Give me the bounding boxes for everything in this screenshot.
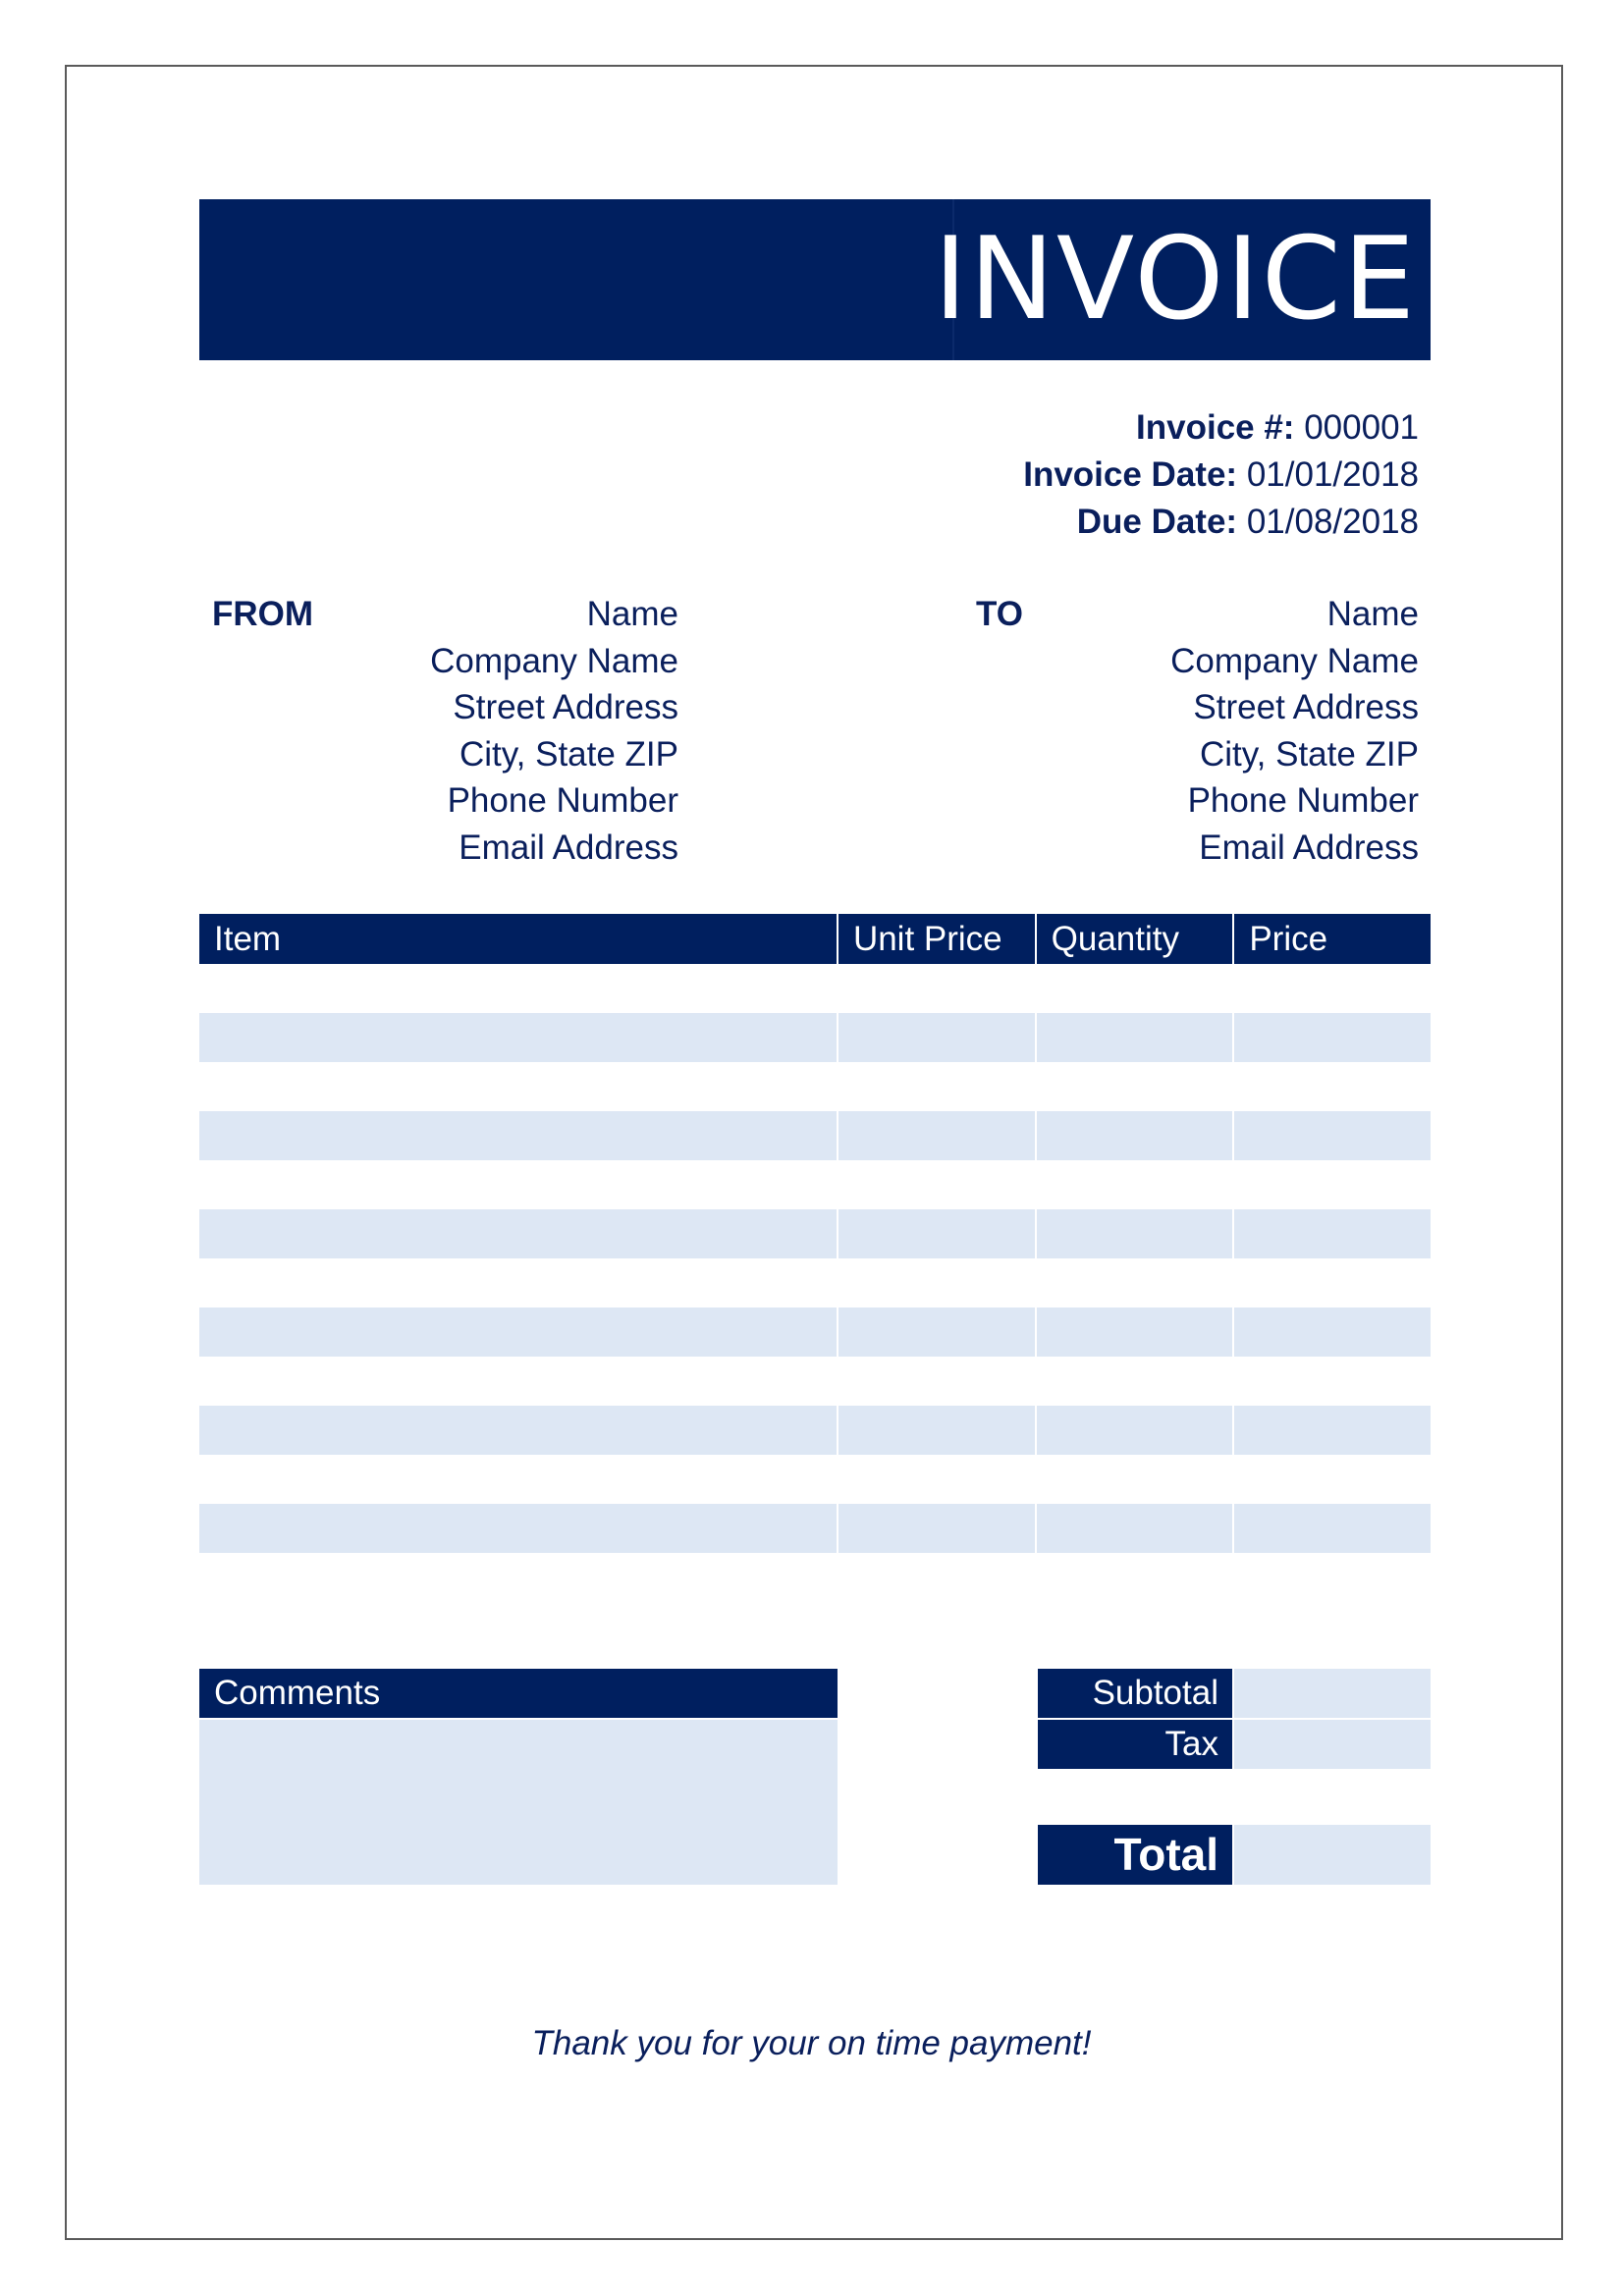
item-cell[interactable] xyxy=(199,1504,837,1553)
table-row xyxy=(199,1013,1431,1062)
quantity-cell[interactable] xyxy=(1037,1455,1233,1504)
invoice-number-value[interactable]: 000001 xyxy=(1304,408,1419,447)
price-cell[interactable] xyxy=(1234,1062,1431,1111)
tax-label: Tax xyxy=(1038,1720,1232,1769)
subtotal-value[interactable] xyxy=(1234,1669,1431,1718)
invoice-number-label: Invoice #: xyxy=(1136,408,1295,447)
table-row xyxy=(199,1111,1431,1160)
to-name[interactable]: Name xyxy=(1326,595,1419,633)
unit-price-cell[interactable] xyxy=(839,1308,1035,1357)
tax-value[interactable] xyxy=(1234,1720,1431,1769)
invoice-date-row xyxy=(1023,452,1419,499)
price-cell[interactable] xyxy=(1234,1160,1431,1209)
total-value[interactable] xyxy=(1234,1825,1431,1885)
from-phone[interactable]: Phone Number xyxy=(447,781,678,820)
table-row xyxy=(199,1062,1431,1111)
unit-price-cell[interactable] xyxy=(839,964,1035,1013)
item-cell[interactable] xyxy=(199,1160,837,1209)
to-email[interactable]: Email Address xyxy=(1199,828,1419,867)
comments-field[interactable] xyxy=(199,1720,838,1885)
items-table-body xyxy=(199,964,1431,1553)
column-header-unit-price: Unit Price xyxy=(839,914,1035,964)
quantity-cell[interactable] xyxy=(1037,1308,1233,1357)
price-cell[interactable] xyxy=(1234,1111,1431,1160)
price-cell[interactable] xyxy=(1234,1406,1431,1455)
from-email[interactable]: Email Address xyxy=(459,828,678,867)
to-label: TO xyxy=(976,595,1023,633)
table-row xyxy=(199,1308,1431,1357)
unit-price-cell[interactable] xyxy=(839,1209,1035,1258)
from-name[interactable]: Name xyxy=(586,595,678,633)
unit-price-cell[interactable] xyxy=(839,1111,1035,1160)
from-address-block xyxy=(430,591,678,871)
to-street[interactable]: Street Address xyxy=(1193,688,1419,726)
from-company[interactable]: Company Name xyxy=(430,641,678,680)
quantity-cell[interactable] xyxy=(1037,1111,1233,1160)
item-cell[interactable] xyxy=(199,964,837,1013)
to-phone[interactable]: Phone Number xyxy=(1187,781,1419,820)
quantity-cell[interactable] xyxy=(1037,1258,1233,1308)
item-cell[interactable] xyxy=(199,1406,837,1455)
to-address-block xyxy=(1170,591,1419,871)
price-cell[interactable] xyxy=(1234,1258,1431,1308)
thank-you-note: Thank you for your on time payment! xyxy=(531,2024,1092,2062)
price-cell[interactable] xyxy=(1234,1013,1431,1062)
from-label: FROM xyxy=(212,595,314,633)
price-cell[interactable] xyxy=(1234,1504,1431,1553)
price-cell[interactable] xyxy=(1234,1308,1431,1357)
item-cell[interactable] xyxy=(199,1209,837,1258)
unit-price-cell[interactable] xyxy=(839,1455,1035,1504)
price-cell[interactable] xyxy=(1234,1455,1431,1504)
table-row xyxy=(199,1455,1431,1504)
quantity-cell[interactable] xyxy=(1037,1357,1233,1406)
from-city-state-zip[interactable]: City, State ZIP xyxy=(459,734,678,774)
table-row xyxy=(199,964,1431,1013)
unit-price-cell[interactable] xyxy=(839,1406,1035,1455)
item-cell[interactable] xyxy=(199,1357,837,1406)
quantity-cell[interactable] xyxy=(1037,1160,1233,1209)
price-cell[interactable] xyxy=(1234,1209,1431,1258)
unit-price-cell[interactable] xyxy=(839,1504,1035,1553)
unit-price-cell[interactable] xyxy=(839,1062,1035,1111)
unit-price-cell[interactable] xyxy=(839,1357,1035,1406)
to-city-state-zip[interactable]: City, State ZIP xyxy=(1199,734,1419,774)
quantity-cell[interactable] xyxy=(1037,1062,1233,1111)
table-row xyxy=(199,1160,1431,1209)
table-row xyxy=(199,1406,1431,1455)
item-cell[interactable] xyxy=(199,1111,837,1160)
table-row xyxy=(199,1357,1431,1406)
item-cell[interactable] xyxy=(199,1308,837,1357)
quantity-cell[interactable] xyxy=(1037,1013,1233,1062)
quantity-cell[interactable] xyxy=(1037,1209,1233,1258)
table-row xyxy=(199,1504,1431,1553)
column-header-price: Price xyxy=(1234,914,1431,964)
price-cell[interactable] xyxy=(1234,1357,1431,1406)
invoice-banner xyxy=(199,199,1431,360)
unit-price-cell[interactable] xyxy=(839,1160,1035,1209)
table-row xyxy=(199,1258,1431,1308)
table-row xyxy=(199,1209,1431,1258)
invoice-date-label: Invoice Date: xyxy=(1023,455,1238,494)
item-cell[interactable] xyxy=(199,1062,837,1111)
comments-header: Comments xyxy=(199,1669,838,1718)
invoice-title: INVOICE xyxy=(933,213,1417,346)
unit-price-cell[interactable] xyxy=(839,1013,1035,1062)
total-label: Total xyxy=(1038,1825,1232,1885)
column-header-quantity: Quantity xyxy=(1037,914,1233,964)
items-table-header xyxy=(199,914,1431,964)
column-header-item: Item xyxy=(199,914,837,964)
quantity-cell[interactable] xyxy=(1037,1504,1233,1553)
due-date-row xyxy=(1023,499,1419,546)
unit-price-cell[interactable] xyxy=(839,1258,1035,1308)
quantity-cell[interactable] xyxy=(1037,1406,1233,1455)
invoice-meta xyxy=(1023,404,1419,546)
from-street[interactable]: Street Address xyxy=(453,688,678,726)
item-cell[interactable] xyxy=(199,1258,837,1308)
due-date-value[interactable]: 01/08/2018 xyxy=(1246,503,1419,541)
to-company[interactable]: Company Name xyxy=(1170,641,1419,680)
item-cell[interactable] xyxy=(199,1013,837,1062)
item-cell[interactable] xyxy=(199,1455,837,1504)
price-cell[interactable] xyxy=(1234,964,1431,1013)
due-date-label: Due Date: xyxy=(1076,503,1238,541)
invoice-number-row xyxy=(1023,404,1419,452)
subtotal-label: Subtotal xyxy=(1038,1669,1232,1718)
quantity-cell[interactable] xyxy=(1037,964,1233,1013)
invoice-date-value[interactable]: 01/01/2018 xyxy=(1246,455,1419,494)
